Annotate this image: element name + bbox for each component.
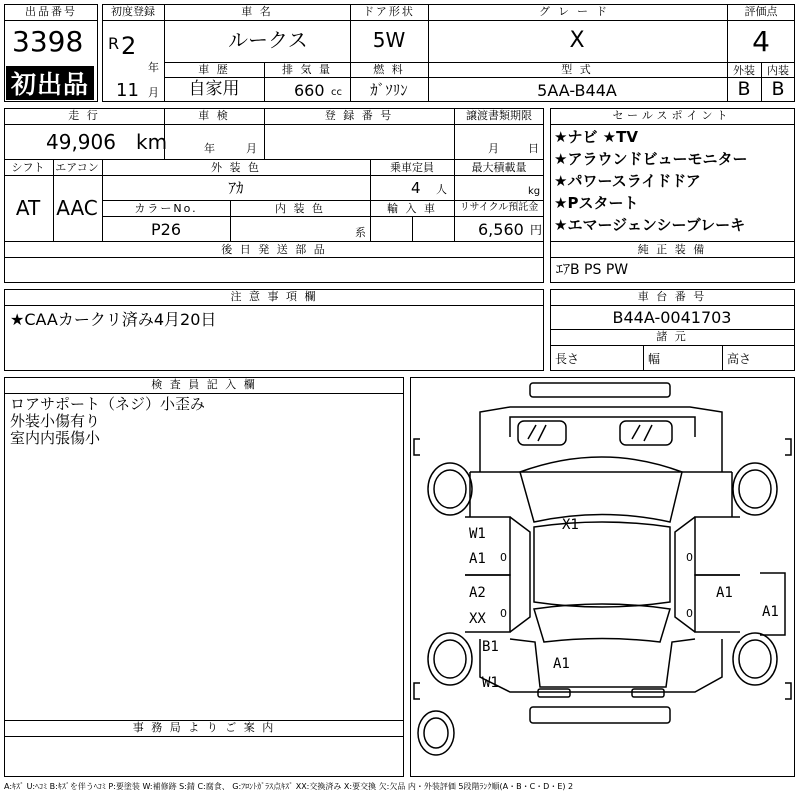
model: 5AA-B44A (537, 81, 617, 100)
ext-color: ｱｶ (228, 179, 244, 197)
first-reg-month: 11 (116, 80, 139, 101)
notes-text: ★CAAカークリ済み4月20日 (10, 310, 217, 329)
load-unit: kg (528, 186, 541, 197)
model-label: 型 式 (561, 63, 593, 76)
zero-mark: 0 (500, 551, 507, 564)
damage-mark: A2 (469, 585, 486, 601)
chassis-number: B44A-0041703 (612, 308, 732, 327)
capacity: 4 (411, 179, 421, 197)
damage-mark: A1 (762, 604, 779, 620)
damage-mark: B1 (482, 639, 499, 655)
damage-mark: XX (469, 611, 486, 627)
sales-points-label: セールスポイント (612, 109, 732, 122)
transfer-day-unit: 日 (528, 142, 539, 155)
inspector-line: 外装小傷有り (10, 412, 101, 430)
displacement: 660 (294, 81, 325, 100)
damage-mark: X1 (562, 517, 579, 533)
inspector-line: ロアサポート（ネジ）小歪み (10, 395, 206, 413)
door-label: ドア形状 (363, 5, 415, 18)
first-listing-badge: 初出品 (6, 66, 94, 100)
mileage: 49,906 (46, 130, 116, 154)
grade-label: グレード (539, 5, 615, 18)
history-label: 車 歴 (198, 63, 230, 76)
recycle-fee: 6,560 (478, 220, 524, 239)
grade: X (569, 28, 585, 53)
fuel: ｶﾞｿﾘﾝ (370, 81, 408, 99)
damage-mark: A1 (716, 585, 733, 601)
car-name: ルークス (228, 28, 308, 52)
color-no-label: カラーNo. (134, 202, 198, 215)
sales-point-item: ★ナビ ★TV (554, 128, 638, 146)
car-diagram (410, 377, 795, 777)
recycle-unit: 円 (530, 223, 543, 237)
inspection-label: 車 検 (198, 109, 230, 122)
inspection-year-unit: 年 (204, 142, 215, 155)
displacement-label: 排 気 量 (282, 63, 332, 76)
damage-mark: W1 (482, 675, 499, 691)
int-grade: B (771, 78, 785, 100)
inspection-month-unit: 月 (246, 142, 257, 155)
year-unit: 年 (148, 61, 159, 74)
fuel-label: 燃 料 (373, 63, 405, 76)
first-reg-year: 2 (121, 32, 137, 60)
sales-point-item: ★アラウンドビューモニター (554, 150, 748, 168)
damage-mark: A1 (469, 551, 486, 567)
ac-label: エアコン (55, 161, 99, 174)
damage-mark: A1 (553, 656, 570, 672)
mileage-label: 走 行 (68, 109, 100, 122)
sales-point-item: ★Pスタート (554, 194, 639, 212)
lot-number-label: 出品番号 (25, 5, 77, 18)
legend-text: A:ｷｽﾞ U:ﾍｺﾐ B:ｷｽﾞを伴うﾍｺﾐ P:要塗装 W:補修跡 S:錆 C:腐食、 G:ﾌﾛﾝﾄｶﾞﾗｽ点ｷｽﾞ XX:交換済み X:要交換 欠:欠品 内・外装評価 5段階ﾗﾝｸ順(A・B・C・D・E) 2 (4, 782, 574, 791)
month-unit: 月 (148, 86, 159, 99)
ac: AAC (56, 196, 98, 220)
int-color-unit: 系 (355, 226, 366, 239)
transfer-label: 譲渡書類期限 (466, 109, 532, 122)
sales-point-item: ★エマージェンシーブレーキ (554, 216, 746, 234)
damage-mark: W1 (469, 526, 486, 542)
capacity-label: 乗車定員 (390, 161, 434, 174)
lot-number: 3398 (12, 25, 84, 58)
shift-label: シフト (11, 161, 45, 174)
car-name-label: 車 名 (241, 5, 273, 18)
later-parts-label: 後 日 発 送 部 品 (221, 243, 327, 256)
displacement-unit: cc (331, 87, 342, 98)
score: 4 (752, 25, 770, 58)
era: R (108, 34, 120, 53)
int-color-label: 内 装 色 (275, 202, 325, 215)
ext-grade: B (737, 78, 751, 100)
recycle-label: リサイクル預託金 (459, 202, 539, 213)
transfer-month-unit: 月 (488, 142, 499, 155)
dims-label: 諸 元 (656, 330, 688, 343)
chassis-label: 車 台 番 号 (637, 290, 707, 303)
width-label: 幅 (648, 352, 661, 366)
equipment-label: 純 正 装 備 (637, 243, 707, 256)
sales-point-item: ★パワースライドドア (554, 172, 701, 190)
door: 5W (372, 28, 406, 52)
first-reg-label: 初度登録 (111, 5, 155, 18)
zero-mark: 0 (686, 551, 693, 564)
mileage-unit: km (136, 130, 168, 154)
inspector-label: 検 査 員 記 入 欄 (151, 378, 257, 391)
ext-grade-label: 外装 (733, 64, 755, 77)
import-label: 輸 入 車 (387, 202, 437, 215)
color-no: P26 (150, 220, 182, 239)
ext-color-label: 外 装 色 (211, 161, 261, 174)
history: 自家用 (188, 79, 240, 99)
office-label: 事 務 局 よ り ご 案 内 (132, 721, 276, 734)
zero-mark: 0 (500, 607, 507, 620)
notes-label: 注 意 事 項 欄 (230, 290, 318, 303)
reg-no-label: 登 録 番 号 (324, 109, 394, 122)
int-grade-label: 内装 (767, 64, 789, 77)
score-label: 評価点 (744, 5, 778, 18)
inspector-line: 室内内張傷小 (10, 429, 101, 447)
capacity-unit: 人 (436, 183, 447, 196)
height-label: 高さ (727, 352, 752, 366)
equipment: ｴｱB PS PW (556, 262, 629, 278)
length-label: 長さ (555, 352, 580, 366)
load-label: 最大積載量 (471, 161, 527, 174)
shift: AT (15, 196, 41, 220)
zero-mark: 0 (686, 607, 693, 620)
